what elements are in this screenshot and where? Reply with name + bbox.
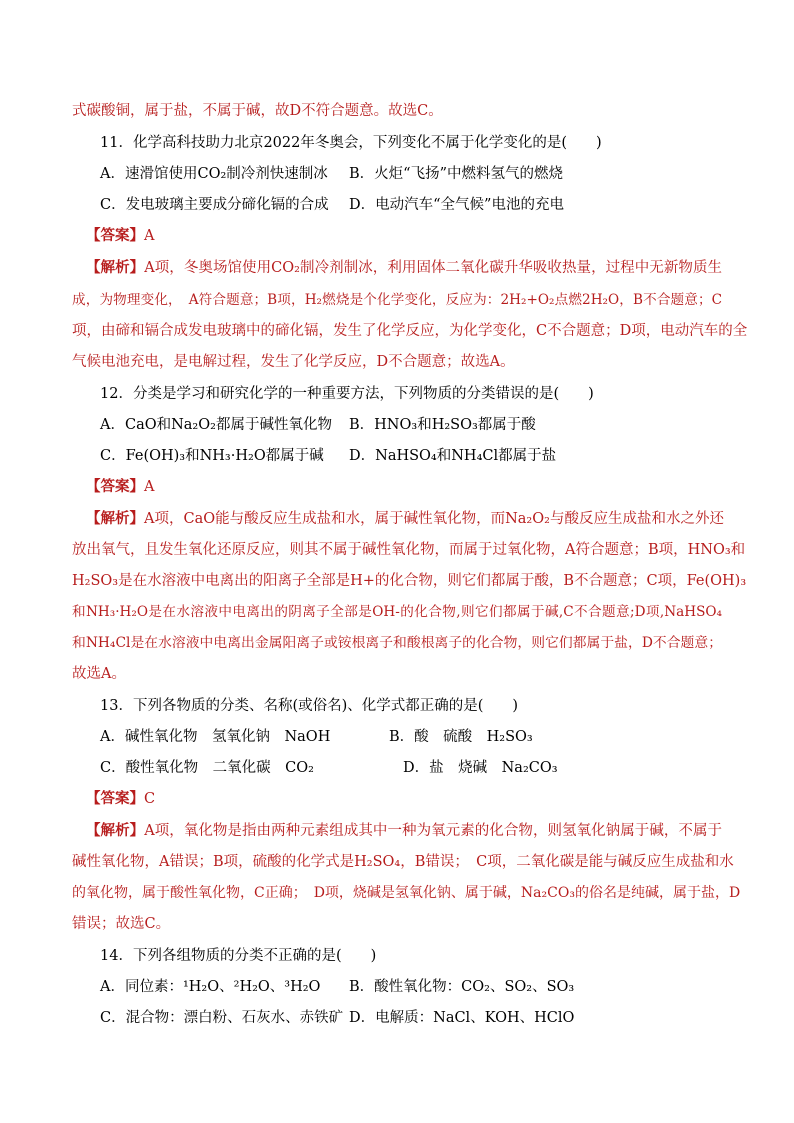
analysis-text: A项，氧化物是指由两种元素组成其中一种为氧元素的化合物，则氢氧化钠属于碱，不属于 (144, 823, 723, 839)
q12-analysis-line-2: 放出氧气，且发生氧化还原反应，则其不属于碱性氧化物，而属于过氧化物，A符合题意；B项，HNO₃和 (72, 542, 746, 558)
q12-stem: 12．分类是学习和研究化学的一种重要方法，下列物质的分类错误的是( ) (100, 386, 594, 402)
q12-analysis-line-4: 和NH₃·H₂O是在水溶液中电离出的阴离子全部是OH-的化合物,则它们都属于碱,C不合题意;D项,NaHSO₄ (72, 604, 722, 620)
intro-tail-line: 式碳酸铜，属于盐，不属于碱，故D不符合题意。故选C。 (72, 103, 443, 119)
q13-analysis-line-3: 的氧化物，属于酸性氧化物，C正确； D项，烧碱是氢氧化钠、属于碱，Na₂CO₃的俗名是纯碱，属于盐，D (72, 885, 741, 901)
analysis-label: 【解析】 (86, 259, 145, 276)
q11-analysis-line-4: 气候电池充电，是电解过程，发生了化学反应，D不合题意；故选A。 (72, 354, 515, 370)
q13-option-c: C．酸性氧化物 二氧化碳 CO₂ (100, 760, 314, 776)
answer-label: 【答案】 (86, 227, 144, 244)
q12-analysis-line-1 (86, 509, 722, 529)
q11-option-d: D．电动汽车“全气候”电池的充电 (349, 197, 564, 213)
answer-value: C (144, 791, 156, 807)
analysis-label: 【解析】 (86, 822, 145, 839)
q11-stem: 11．化学高科技助力北京2022年冬奥会，下列变化不属于化学变化的是( ) (100, 135, 602, 151)
q14-option-d: D．电解质：NaCl、KOH、HClO (349, 1010, 575, 1026)
q12-option-c: C．Fe(OH)₃和NH₃·H₂O都属于碱 (100, 448, 324, 464)
q12-option-a: A．CaO和Na₂O₂都属于碱性氧化物 (100, 417, 332, 433)
q12-analysis-line-6: 故选A。 (72, 666, 126, 682)
q13-stem: 13．下列各物质的分类、名称(或俗名)、化学式都正确的是( ) (100, 698, 519, 714)
q13-answer (86, 789, 155, 809)
q11-analysis-line-3: 项，由碲和镉合成发电玻璃中的碲化镉，发生了化学反应，为化学变化，C不合题意；D项，电动汽车的全 (72, 323, 748, 339)
q13-analysis-line-1 (86, 821, 722, 841)
q13-option-a: A．碱性氧化物 氢氧化钠 NaOH (100, 729, 331, 745)
q12-option-b: B．HNO₃和H₂SO₃都属于酸 (349, 417, 536, 433)
q12-analysis-line-3: H₂SO₃是在水溶液中电离出的阳离子全部是H+的化合物，则它们都属于酸，B不合题意；C项，Fe(OH)₃ (72, 573, 747, 589)
answer-value: A (144, 479, 155, 495)
q13-analysis-line-4: 错误；故选C。 (72, 916, 171, 932)
q11-option-c: C．发电玻璃主要成分碲化镉的合成 (100, 197, 329, 213)
analysis-text: A项，冬奥场馆使用CO₂制冷剂制冰，利用固体二氧化碳升华吸收热量，过程中无新物质生 (144, 260, 723, 276)
answer-value: A (144, 228, 155, 244)
q13-option-b: B．酸 硫酸 H₂SO₃ (389, 729, 533, 745)
q11-option-a: A．速滑馆使用CO₂制冷剂快速制冰 (100, 166, 328, 182)
q14-option-a: A．同位素：¹H₂O、²H₂O、³H₂O (100, 979, 321, 995)
q12-option-d: D．NaHSO₄和NH₄Cl都属于盐 (349, 448, 557, 464)
q12-answer (86, 477, 154, 497)
q11-analysis-line-2: 成，为物理变化， A符合题意；B项，H₂燃烧是个化学变化，反应为：2H₂+O₂点燃2H₂O，B不合题意；C (72, 292, 722, 308)
q14-stem: 14．下列各组物质的分类不正确的是( ) (100, 948, 377, 964)
answer-label: 【答案】 (86, 478, 144, 495)
answer-label: 【答案】 (86, 790, 144, 807)
q13-option-d: D．盐 烧碱 Na₂CO₃ (403, 760, 558, 776)
q11-option-b: B．火炬“飞扬”中燃料氢气的燃烧 (349, 166, 563, 182)
q11-analysis-line-1 (86, 258, 722, 278)
q13-analysis-line-2: 碱性氧化物，A错误；B项，硫酸的化学式是H₂SO₄，B错误； C项，二氧化碳是能与碱反应生成盐和水 (72, 854, 734, 870)
q12-analysis-line-5: 和NH₄Cl是在水溶液中电离出金属阳离子或铵根离子和酸根离子的化合物，则它们都属于盐，D不合题意； (72, 635, 722, 651)
analysis-label: 【解析】 (86, 510, 144, 527)
q14-option-c: C．混合物：漂白粉、石灰水、赤铁矿 (100, 1010, 344, 1026)
q14-option-b: B．酸性氧化物：CO₂、SO₂、SO₃ (349, 979, 575, 995)
q11-answer (86, 226, 154, 246)
analysis-text: A项，CaO能与酸反应生成盐和水，属于碱性氧化物，而Na₂O₂与酸反应生成盐和水之外还 (144, 511, 724, 527)
